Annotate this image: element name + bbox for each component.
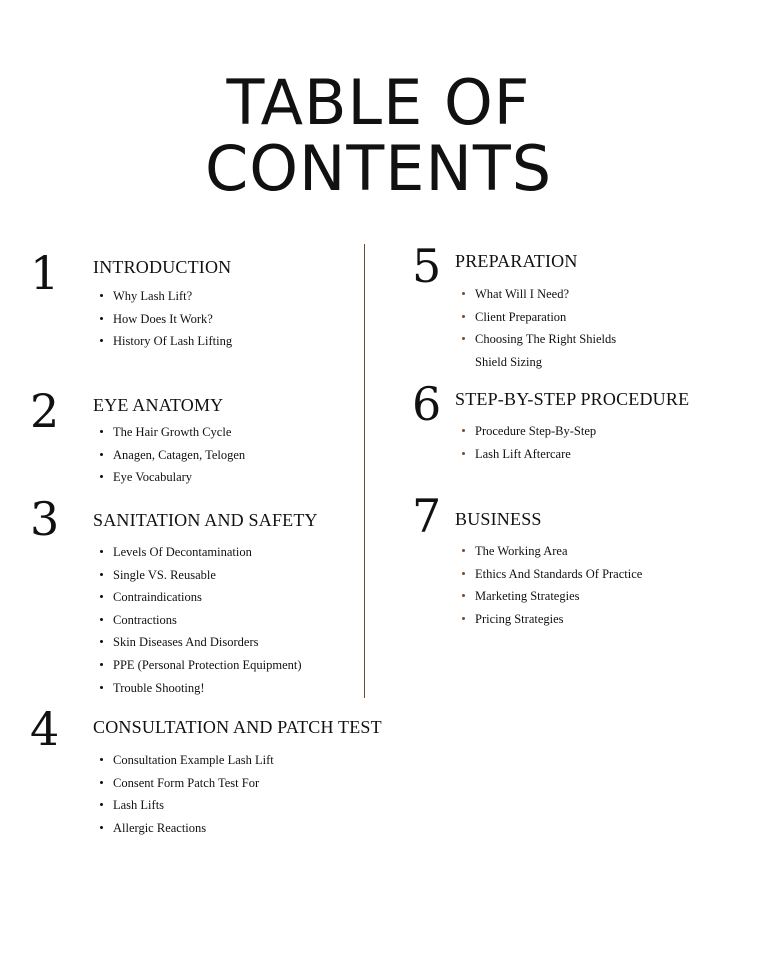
- bullet-icon: [100, 803, 103, 806]
- bullet-icon: [100, 317, 103, 320]
- bullet-icon: [462, 549, 465, 552]
- list-item: Consent Form Patch Test For: [100, 772, 274, 795]
- list-item: Skin Diseases And Disorders: [100, 631, 302, 654]
- bullet-icon: [100, 595, 103, 598]
- list-item: The Hair Growth Cycle: [100, 421, 245, 444]
- list-item: Anagen, Catagen, Telogen: [100, 444, 245, 467]
- section-number: 3: [30, 492, 60, 546]
- bullet-icon: [100, 826, 103, 829]
- section-heading: INTRODUCTION: [93, 257, 232, 277]
- list-item: History Of Lash Lifting: [100, 330, 232, 353]
- bullet-icon: [100, 686, 103, 689]
- section-number: 7: [412, 489, 442, 543]
- section-number: 2: [30, 384, 60, 438]
- section-heading: STEP-BY-STEP PROCEDURE: [455, 389, 690, 409]
- list-item: Marketing Strategies: [462, 585, 642, 608]
- list-item: Ethics And Standards Of Practice: [462, 563, 642, 586]
- list-item: Single VS. Reusable: [100, 564, 302, 587]
- list-item: Consultation Example Lash Lift: [100, 749, 274, 772]
- section-item-list: [100, 749, 274, 839]
- section-heading: CONSULTATION AND PATCH TEST: [93, 717, 382, 737]
- bullet-icon: [100, 618, 103, 621]
- list-item: Pricing Strategies: [462, 608, 642, 631]
- section-heading: SANITATION AND SAFETY: [93, 510, 318, 530]
- list-item: How Does It Work?: [100, 308, 232, 331]
- bullet-icon: [462, 429, 465, 432]
- bullet-icon: [100, 663, 103, 666]
- bullet-icon: [462, 617, 465, 620]
- list-item: Contractions: [100, 609, 302, 632]
- column-divider: [364, 244, 365, 698]
- section-item-list: [100, 541, 302, 699]
- section-number: 1: [30, 246, 60, 300]
- list-item: PPE (Personal Protection Equipment): [100, 654, 302, 677]
- bullet-icon: [100, 453, 103, 456]
- list-item: Lash Lift Aftercare: [462, 443, 596, 466]
- list-item: Why Lash Lift?: [100, 285, 232, 308]
- section-item-list: [462, 283, 616, 373]
- section-number: 4: [30, 702, 60, 756]
- bullet-icon: [100, 339, 103, 342]
- section-item-list: [100, 421, 245, 489]
- bullet-icon: [100, 573, 103, 576]
- bullet-icon: [462, 594, 465, 597]
- list-item: Eye Vocabulary: [100, 466, 245, 489]
- list-item-continuation: Shield Sizing: [475, 354, 543, 369]
- list-item: What Will I Need?: [462, 283, 616, 306]
- list-item: Choosing The Right Shields: [462, 328, 616, 351]
- bullet-icon: [100, 550, 103, 553]
- section-item-list: [462, 420, 596, 465]
- section-heading: EYE ANATOMY: [93, 395, 224, 415]
- page-title-line-1: TABLE OF: [226, 66, 531, 139]
- bullet-icon: [100, 294, 103, 297]
- bullet-icon: [100, 475, 103, 478]
- list-item: Allergic Reactions: [100, 817, 274, 840]
- section-number: 5: [412, 239, 442, 293]
- list-item: Trouble Shooting!: [100, 677, 302, 700]
- list-item: Lash Lifts: [100, 794, 274, 817]
- list-item: The Working Area: [462, 540, 642, 563]
- bullet-icon: [100, 430, 103, 433]
- bullet-icon: [100, 781, 103, 784]
- list-item: Levels Of Decontamination: [100, 541, 302, 564]
- section-item-list: [462, 540, 642, 630]
- bullet-icon: [462, 315, 465, 318]
- bullet-icon: [462, 572, 465, 575]
- list-item: Contraindications: [100, 586, 302, 609]
- section-heading: BUSINESS: [455, 509, 542, 529]
- bullet-icon: [462, 452, 465, 455]
- page-title-line-2: CONTENTS: [204, 132, 553, 205]
- bullet-icon: [462, 337, 465, 340]
- bullet-icon: [462, 292, 465, 295]
- list-item: Procedure Step-By-Step: [462, 420, 596, 443]
- section-heading: PREPARATION: [455, 251, 578, 271]
- list-item: Client Preparation: [462, 306, 616, 329]
- section-number: 6: [412, 377, 442, 431]
- section-item-list: [100, 285, 232, 353]
- bullet-icon: [100, 640, 103, 643]
- bullet-icon: [100, 758, 103, 761]
